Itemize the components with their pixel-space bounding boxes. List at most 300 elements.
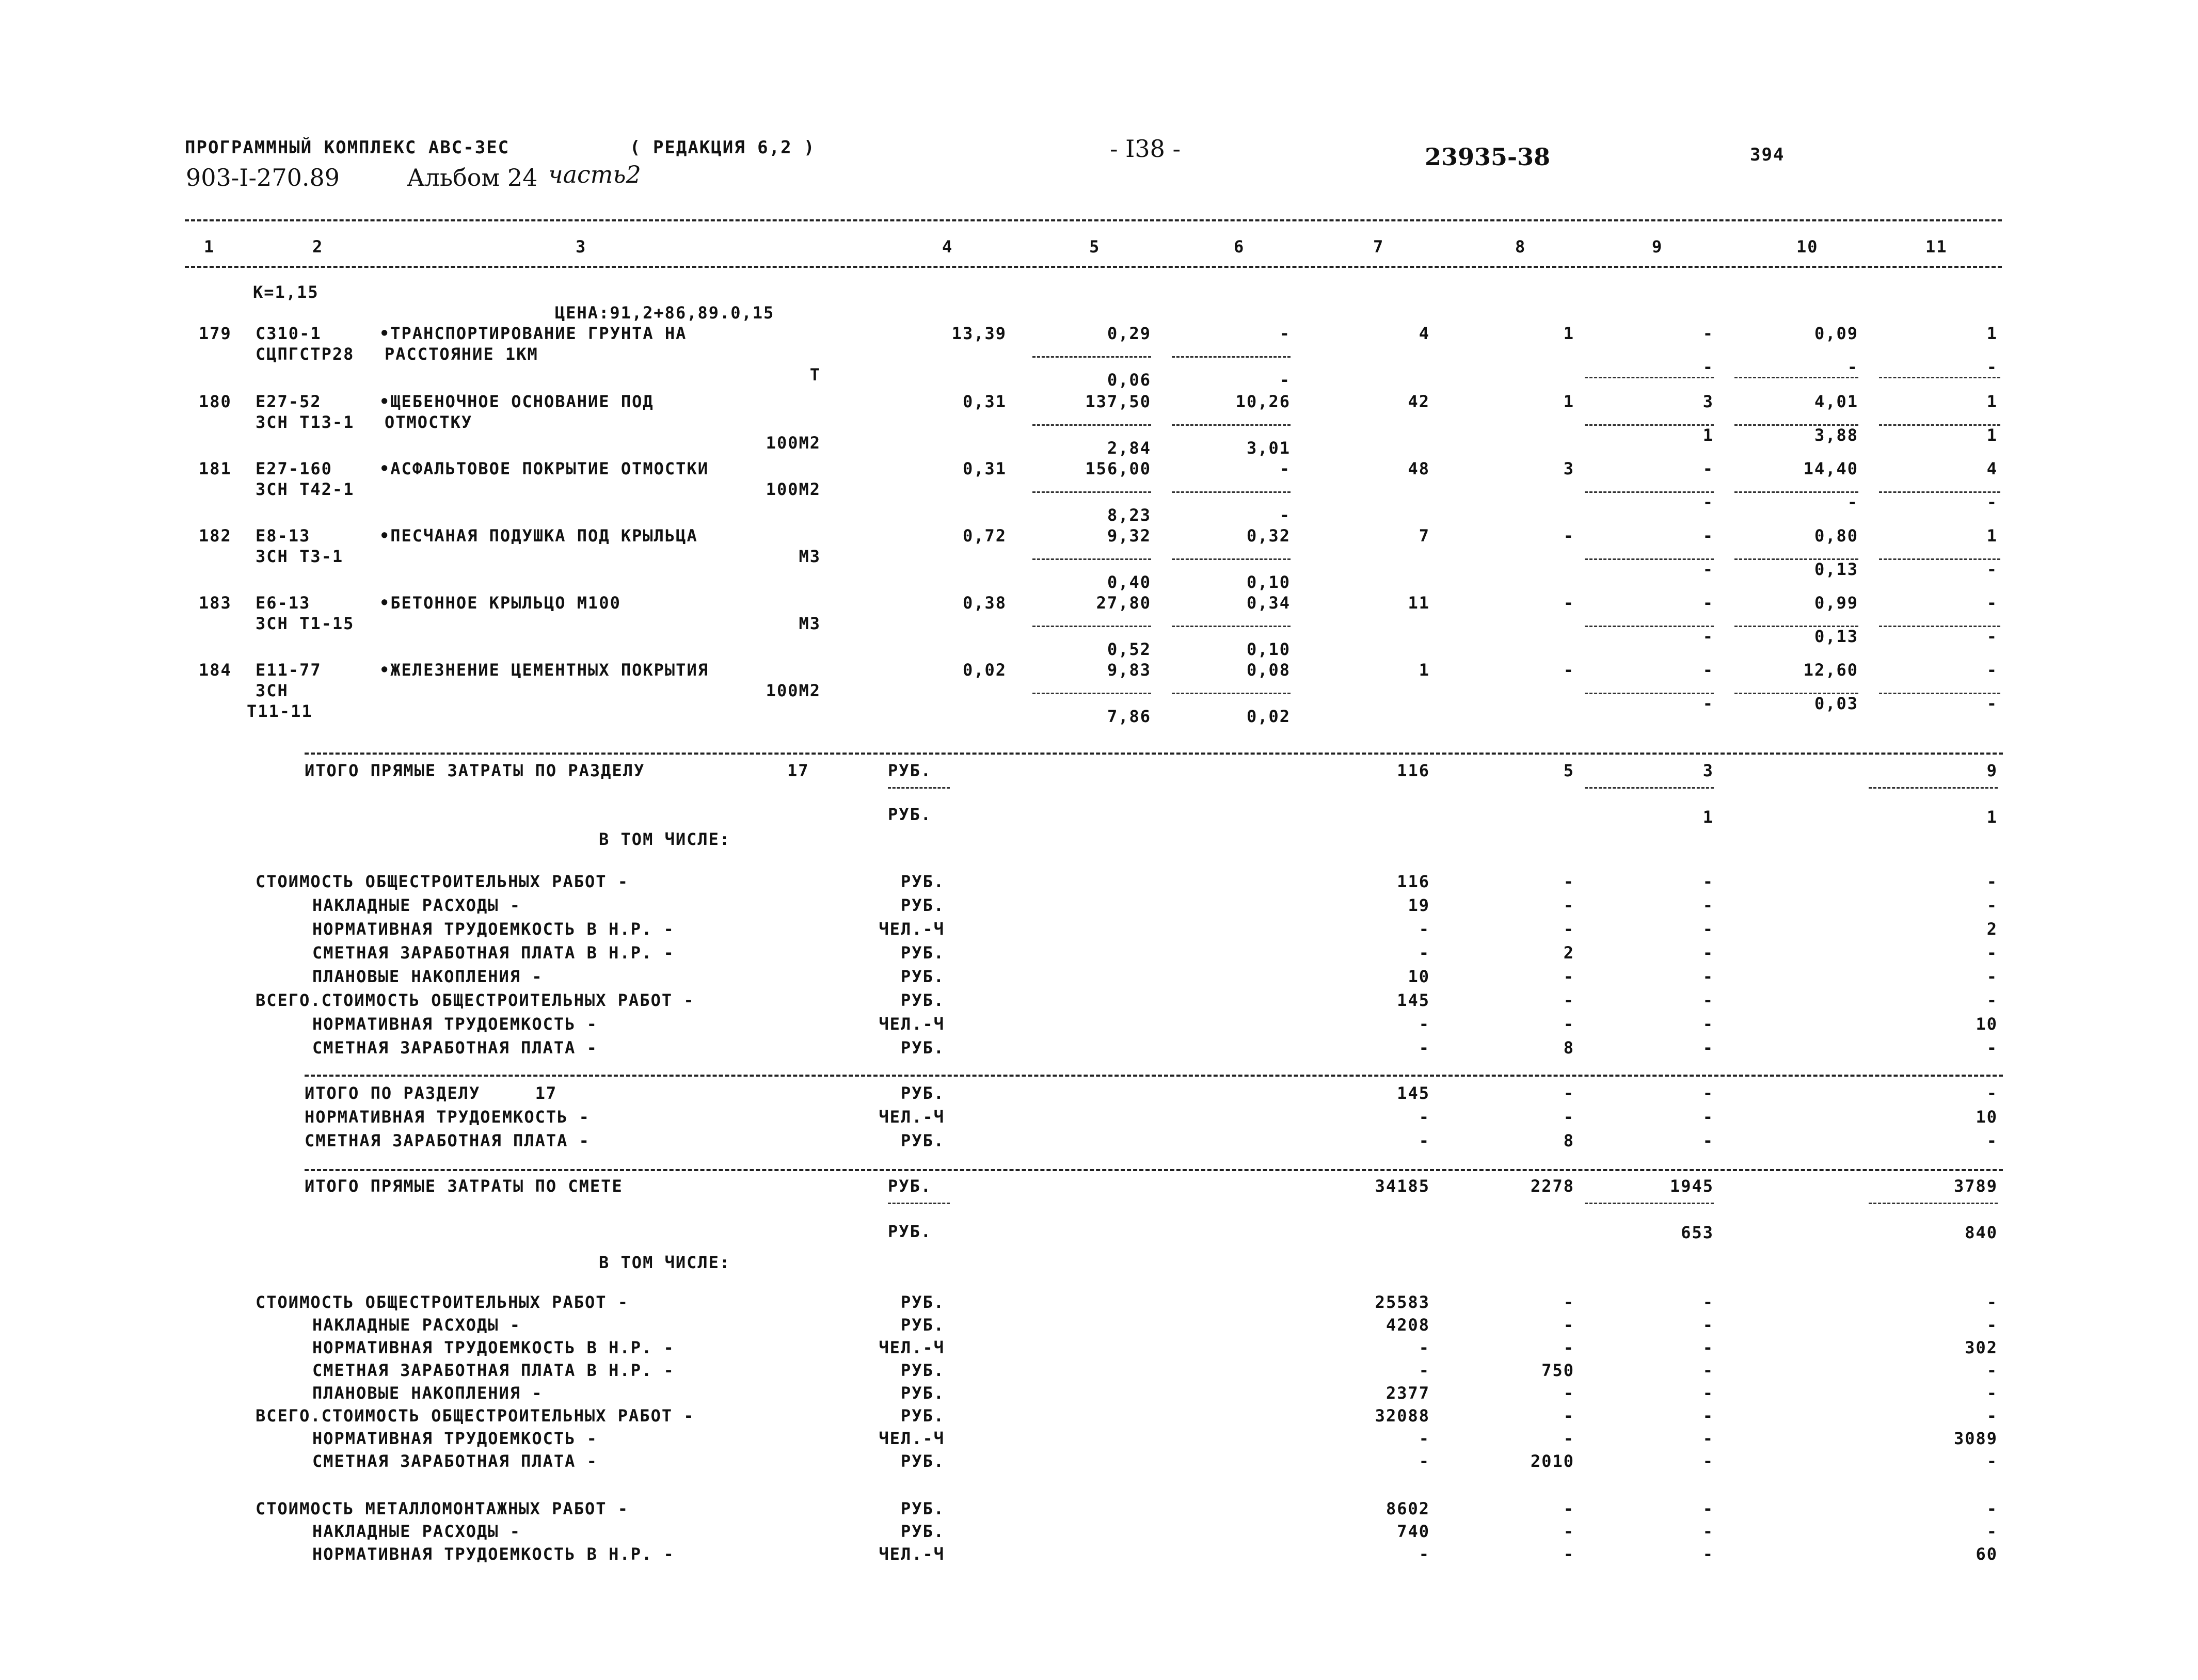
item-unit: М3	[799, 547, 821, 566]
breakdown2-row-cost: 4208	[1385, 1315, 1430, 1335]
item-divider	[1734, 377, 1858, 378]
breakdown1-row-wages: -	[1563, 990, 1574, 1010]
header-rule-bottom	[185, 266, 2002, 268]
item-machine-total: -	[1702, 526, 1714, 546]
estimate-total-labor-machine: 840	[1965, 1223, 1998, 1242]
item-number: 182	[199, 526, 232, 546]
item-code: Е8-13	[256, 526, 311, 546]
item-number: 181	[199, 459, 232, 478]
summary-labor: -	[1986, 1131, 1998, 1150]
item-number: 180	[199, 392, 232, 411]
estimate-total-unit-2: РУБ.	[888, 1222, 932, 1241]
section-total-machine-wages: 1	[1702, 807, 1714, 827]
breakdown2-row-unit: РУБ.	[900, 1315, 945, 1335]
coefficient-note: К=1,15	[253, 282, 319, 302]
item-labor-machine-total: -	[1986, 694, 1998, 713]
header-rule-top	[185, 219, 2002, 221]
breakdown2-row-unit: РУБ.	[900, 1292, 945, 1312]
section-total-machine: 3	[1702, 761, 1714, 780]
item-labor-total: 1	[1986, 324, 1998, 343]
breakdown1-row-labor: 10	[1976, 1014, 1998, 1034]
item-norm-code: ЗСН Т1-15	[256, 614, 355, 633]
item-unit: 100М2	[766, 681, 821, 700]
unit-divider	[888, 787, 950, 789]
column-header-1: 1	[204, 237, 215, 257]
breakdown1-row-labor: -	[1986, 943, 1998, 963]
breakdown2-row-wages: 2010	[1530, 1451, 1574, 1471]
item-labor: 0,99	[1814, 593, 1858, 613]
album-label: Альбом 24	[407, 164, 538, 191]
breakdown2-row-label: НОРМАТИВНАЯ ТРУДОЕМКОСТЬ -	[312, 1429, 598, 1448]
item-unit-cost: 9,32	[1107, 526, 1151, 546]
item-quantity: 0,02	[962, 660, 1007, 680]
item-unit-wages: 7,86	[1107, 707, 1151, 726]
item-divider	[1172, 693, 1291, 694]
summary-label: НОРМАТИВНАЯ ТРУДОЕМКОСТЬ -	[305, 1107, 590, 1127]
item-machine-total: -	[1702, 593, 1714, 613]
item-machine-wages-total: -	[1702, 492, 1714, 512]
labor-divider	[1869, 787, 1998, 789]
breakdown2-row-labor: -	[1986, 1361, 1998, 1380]
breakdown2-row-labor: -	[1986, 1315, 1998, 1335]
breakdown1-row-unit: РУБ.	[900, 895, 945, 915]
breakdown3-row-wages: -	[1563, 1544, 1574, 1564]
breakdown3-row-machine: -	[1702, 1544, 1714, 1564]
item-machine-total: -	[1702, 459, 1714, 478]
breakdown2-row-unit: ЧЕЛ.-Ч	[879, 1338, 945, 1357]
section-number: 17	[787, 761, 809, 780]
breakdown1-row-unit: РУБ.	[900, 1038, 945, 1058]
labor-divider	[1869, 1203, 1998, 1204]
breakdown3-row-machine: -	[1702, 1499, 1714, 1518]
breakdown3-row-labor: -	[1986, 1499, 1998, 1518]
breakdown1-row-machine: -	[1702, 872, 1714, 891]
breakdown1-row-label: ВСЕГО.СТОИМОСТЬ ОБЩЕСТРОИТЕЛЬНЫХ РАБОТ -	[256, 990, 695, 1010]
breakdown2-row-cost: -	[1419, 1361, 1430, 1380]
including-heading: В ТОМ ЧИСЛЕ:	[599, 829, 731, 849]
item-machine-wages-total: -	[1702, 559, 1714, 579]
summary-machine: -	[1702, 1107, 1714, 1127]
item-machine-wages: 0,10	[1246, 572, 1291, 592]
breakdown1-row-label: СМЕТНАЯ ЗАРАБОТНАЯ ПЛАТА -	[312, 1038, 598, 1058]
item-machine-cost: 10,26	[1235, 392, 1291, 411]
breakdown2-row-unit: ЧЕЛ.-Ч	[879, 1429, 945, 1448]
breakdown1-row-wages: 8	[1563, 1038, 1574, 1058]
summary-wages: 8	[1563, 1131, 1574, 1150]
item-labor-machine: 3,88	[1814, 425, 1858, 445]
item-total-cost: 11	[1408, 593, 1430, 613]
sheet-number: 394	[1750, 145, 1785, 165]
item-unit-cost: 156,00	[1085, 459, 1151, 478]
item-name: •БЕТОННОЕ КРЫЛЬЦО М100	[379, 593, 621, 613]
item-norm-code: СЦПГСТР28	[256, 344, 355, 364]
breakdown2-row-cost: 32088	[1375, 1406, 1430, 1426]
breakdown2-row-labor: -	[1986, 1292, 1998, 1312]
item-unit-cost: 0,29	[1107, 324, 1151, 343]
breakdown2-row-wages: -	[1563, 1383, 1574, 1403]
item-divider	[1032, 356, 1151, 358]
summary-labor: 10	[1976, 1107, 1998, 1127]
breakdown1-row-cost: -	[1419, 943, 1430, 963]
item-labor-machine-total: -	[1986, 492, 1998, 512]
breakdown1-row-label: НОРМАТИВНАЯ ТРУДОЕМКОСТЬ -	[312, 1014, 598, 1034]
breakdown2-row-labor: 302	[1965, 1338, 1998, 1357]
breakdown2-row-machine: -	[1702, 1429, 1714, 1448]
item-labor: 0,09	[1814, 324, 1858, 343]
item-machine-cost: 0,32	[1246, 526, 1291, 546]
column-header-8: 8	[1515, 237, 1526, 257]
breakdown1-row-machine: -	[1702, 1038, 1714, 1058]
breakdown1-row-unit: РУБ.	[900, 967, 945, 986]
breakdown3-row-label: НОРМАТИВНАЯ ТРУДОЕМКОСТЬ В Н.Р. -	[312, 1544, 675, 1564]
item-quantity: 0,31	[962, 392, 1007, 411]
section-total-labor-machine: 1	[1986, 807, 1998, 827]
item-wages: -	[1563, 526, 1574, 546]
breakdown2-row-labor: -	[1986, 1451, 1998, 1471]
item-quantity: 13,39	[951, 324, 1007, 343]
item-machine-wages: 0,02	[1246, 707, 1291, 726]
breakdown1-row-labor: -	[1986, 895, 1998, 915]
item-unit: М3	[799, 614, 821, 633]
column-header-6: 6	[1234, 237, 1245, 257]
column-header-2: 2	[312, 237, 324, 257]
estimate-total-labor: 3789	[1953, 1176, 1998, 1196]
item-total-cost: 4	[1419, 324, 1430, 343]
breakdown3-row-cost: -	[1419, 1544, 1430, 1564]
summary-cost: -	[1419, 1107, 1430, 1127]
item-labor: 0,80	[1814, 526, 1858, 546]
program-title: ПРОГРАММНЫЙ КОМПЛЕКС АВС-ЗЕС	[185, 137, 510, 158]
breakdown1-row-label: НАКЛАДНЫЕ РАСХОДЫ -	[312, 895, 521, 915]
column-header-4: 4	[942, 237, 953, 257]
item-divider	[1032, 626, 1151, 627]
price-note: ЦЕНА:91,2+86,89.0,15	[555, 303, 775, 323]
summary-wages: -	[1563, 1083, 1574, 1103]
item-total-cost: 7	[1419, 526, 1430, 546]
item-unit-wages: 0,40	[1107, 572, 1151, 592]
breakdown2-row-labor: 3089	[1953, 1429, 1998, 1448]
summary-unit: ЧЕЛ.-Ч	[879, 1107, 945, 1127]
item-number: 179	[199, 324, 232, 343]
column-header-10: 10	[1796, 237, 1819, 257]
item-total-cost: 1	[1419, 660, 1430, 680]
item-divider	[1172, 356, 1291, 358]
estimate-total-machine-wages: 653	[1681, 1223, 1714, 1242]
item-labor-total: 1	[1986, 526, 1998, 546]
item-name: •АСФАЛЬТОВОЕ ПОКРЫТИЕ ОТМОСТКИ	[379, 459, 709, 478]
estimate-total-machine: 1945	[1669, 1176, 1714, 1196]
item-quantity: 0,38	[962, 593, 1007, 613]
section-total-cost: 116	[1397, 761, 1430, 780]
item-divider	[1172, 558, 1291, 560]
breakdown2-row-label: СМЕТНАЯ ЗАРАБОТНАЯ ПЛАТА -	[312, 1451, 598, 1471]
breakdown2-row-label: НОРМАТИВНАЯ ТРУДОЕМКОСТЬ В Н.Р. -	[312, 1338, 675, 1357]
item-divider	[1585, 377, 1714, 378]
summary-wages: -	[1563, 1107, 1574, 1127]
item-unit-wages: 8,23	[1107, 505, 1151, 525]
breakdown1-row-label: ПЛАНОВЫЕ НАКОПЛЕНИЯ -	[312, 967, 543, 986]
item-code: Е27-52	[256, 392, 322, 411]
breakdown1-row-wages: 2	[1563, 943, 1574, 963]
including-heading-2: В ТОМ ЧИСЛЕ:	[599, 1253, 731, 1272]
breakdown2-row-wages: -	[1563, 1338, 1574, 1357]
summary-unit: РУБ.	[900, 1083, 945, 1103]
breakdown3-row-labor: 60	[1976, 1544, 1998, 1564]
breakdown1-row-wages: -	[1563, 895, 1574, 915]
doc-code: 23935-38	[1425, 143, 1551, 171]
breakdown1-row-unit: РУБ.	[900, 872, 945, 891]
item-name: •ЩЕБЕНОЧНОЕ ОСНОВАНИЕ ПОД	[379, 392, 654, 411]
section-total-wages: 5	[1563, 761, 1574, 780]
item-divider	[1172, 491, 1291, 493]
breakdown1-row-label: НОРМАТИВНАЯ ТРУДОЕМКОСТЬ В Н.Р. -	[312, 919, 675, 939]
breakdown1-row-machine: -	[1702, 919, 1714, 939]
breakdown3-row-cost: 740	[1397, 1522, 1430, 1541]
item-wages: 3	[1563, 459, 1574, 478]
item-norm-code: ЗСН	[256, 681, 289, 700]
summary-cost: -	[1419, 1131, 1430, 1150]
breakdown2-row-machine: -	[1702, 1338, 1714, 1357]
breakdown2-row-machine: -	[1702, 1315, 1714, 1335]
machine-divider	[1585, 1203, 1714, 1204]
section-total-labor: 9	[1986, 761, 1998, 780]
breakdown2-row-machine: -	[1702, 1292, 1714, 1312]
breakdown1-row-unit: РУБ.	[900, 990, 945, 1010]
item-norm-code: ЗСН Т3-1	[256, 547, 344, 566]
item-number: 183	[199, 593, 232, 613]
summary-labor: -	[1986, 1083, 1998, 1103]
item-labor-machine: -	[1847, 492, 1858, 512]
breakdown1-row-label: СМЕТНАЯ ЗАРАБОТНАЯ ПЛАТА В Н.Р. -	[312, 943, 675, 963]
item-quantity: 0,72	[962, 526, 1007, 546]
item-wages: 1	[1563, 392, 1574, 411]
item-divider	[1172, 626, 1291, 627]
breakdown2-row-wages: -	[1563, 1315, 1574, 1335]
breakdown2-row-machine: -	[1702, 1451, 1714, 1471]
item-name-cont: РАССТОЯНИЕ 1КМ	[385, 344, 538, 364]
item-divider	[1032, 558, 1151, 560]
breakdown1-row-cost: -	[1419, 1014, 1430, 1034]
item-machine-wages-total: -	[1702, 694, 1714, 713]
breakdown1-row-wages: -	[1563, 872, 1574, 891]
item-machine-total: -	[1702, 324, 1714, 343]
item-code: Е11-77	[256, 660, 322, 680]
column-header-5: 5	[1089, 237, 1101, 257]
item-machine-cost: -	[1279, 459, 1291, 478]
item-norm-code: ЗСН Т13-1	[256, 412, 355, 432]
item-machine-wages-total: -	[1702, 357, 1714, 377]
item-name: •ТРАНСПОРТИРОВАНИЕ ГРУНТА НА	[379, 324, 687, 343]
item-unit-cost: 137,50	[1085, 392, 1151, 411]
breakdown1-row-labor: -	[1986, 1038, 1998, 1058]
page-number: - I38 -	[1110, 135, 1181, 163]
item-code: Е6-13	[256, 593, 311, 613]
breakdown2-row-cost: -	[1419, 1451, 1430, 1471]
breakdown1-row-cost: 116	[1397, 872, 1430, 891]
breakdown1-row-unit: ЧЕЛ.-Ч	[879, 1014, 945, 1034]
item-machine-cost: -	[1279, 324, 1291, 343]
breakdown2-row-cost: -	[1419, 1338, 1430, 1357]
item-machine-cost: 0,34	[1246, 593, 1291, 613]
item-labor-machine: 0,13	[1814, 559, 1858, 579]
breakdown2-row-unit: РУБ.	[900, 1383, 945, 1403]
item-divider	[1032, 693, 1151, 694]
item-total-cost: 42	[1408, 392, 1430, 411]
summary-unit: РУБ.	[900, 1131, 945, 1150]
breakdown2-row-wages: -	[1563, 1429, 1574, 1448]
breakdown3-row-unit: РУБ.	[900, 1499, 945, 1518]
section-total-unit-2: РУБ.	[888, 805, 932, 824]
breakdown1-row-labor: 2	[1986, 919, 1998, 939]
item-name: •ПЕСЧАНАЯ ПОДУШКА ПОД КРЫЛЬЦА	[379, 526, 698, 546]
breakdown3-row-unit: ЧЕЛ.-Ч	[879, 1544, 945, 1564]
breakdown2-row-labor: -	[1986, 1406, 1998, 1426]
breakdown1-row-machine: -	[1702, 990, 1714, 1010]
item-number: 184	[199, 660, 232, 680]
item-unit-wages: 0,52	[1107, 639, 1151, 659]
breakdown1-row-cost: -	[1419, 1038, 1430, 1058]
item-machine-wages: -	[1279, 505, 1291, 525]
section-total-unit: РУБ.	[888, 761, 932, 780]
item-code: Е27-160	[256, 459, 332, 478]
item-divider	[1032, 491, 1151, 493]
item-name: •ЖЕЛЕЗНЕНИЕ ЦЕМЕНТНЫХ ПОКРЫТИЯ	[379, 660, 709, 680]
breakdown2-row-cost: 2377	[1385, 1383, 1430, 1403]
item-wages: 1	[1563, 324, 1574, 343]
item-labor-machine: 0,03	[1814, 694, 1858, 713]
breakdown1-row-labor: -	[1986, 967, 1998, 986]
estimate-total-cost: 34185	[1375, 1176, 1430, 1196]
breakdown1-row-machine: -	[1702, 943, 1714, 963]
breakdown3-row-wages: -	[1563, 1499, 1574, 1518]
item-unit-cost: 9,83	[1107, 660, 1151, 680]
item-labor-machine-total: -	[1986, 357, 1998, 377]
breakdown2-row-wages: 750	[1541, 1361, 1574, 1380]
item-labor-machine: -	[1847, 357, 1858, 377]
item-divider	[1032, 424, 1151, 426]
breakdown2-row-machine: -	[1702, 1361, 1714, 1380]
item-unit: 100М2	[766, 479, 821, 499]
item-wages: -	[1563, 660, 1574, 680]
column-header-7: 7	[1373, 237, 1384, 257]
breakdown2-row-labor: -	[1986, 1383, 1998, 1403]
item-norm-code: ЗСН Т42-1	[256, 479, 355, 499]
breakdown2-row-label: СМЕТНАЯ ЗАРАБОТНАЯ ПЛАТА В Н.Р. -	[312, 1361, 675, 1380]
breakdown2-row-label: НАКЛАДНЫЕ РАСХОДЫ -	[312, 1315, 521, 1335]
breakdown3-row-label: СТОИМОСТЬ МЕТАЛЛОМОНТАЖНЫХ РАБОТ -	[256, 1499, 629, 1518]
section-rule-3	[305, 1169, 2003, 1171]
item-unit: 100М2	[766, 433, 821, 453]
item-labor-total: 1	[1986, 392, 1998, 411]
breakdown1-row-labor: -	[1986, 990, 1998, 1010]
item-total-cost: 48	[1408, 459, 1430, 478]
section-total-label: ИТОГО ПРЯМЫЕ ЗАТРАТЫ ПО РАЗДЕЛУ	[305, 761, 645, 780]
breakdown3-row-label: НАКЛАДНЫЕ РАСХОДЫ -	[312, 1522, 521, 1541]
edition-label: ( РЕДАКЦИЯ 6,2 )	[630, 137, 816, 158]
breakdown3-row-unit: РУБ.	[900, 1522, 945, 1541]
item-wages: -	[1563, 593, 1574, 613]
item-labor-machine-total: -	[1986, 559, 1998, 579]
project-code: 903-I-270.89	[186, 164, 340, 191]
breakdown1-row-machine: -	[1702, 967, 1714, 986]
breakdown1-row-cost: 10	[1408, 967, 1430, 986]
summary-machine: -	[1702, 1083, 1714, 1103]
breakdown3-row-wages: -	[1563, 1522, 1574, 1541]
item-machine-wages: -	[1279, 370, 1291, 390]
item-labor-machine: 0,13	[1814, 627, 1858, 646]
item-labor-total: 4	[1986, 459, 1998, 478]
item-machine-total: 3	[1702, 392, 1714, 411]
section-rule-2	[305, 1075, 2003, 1077]
item-code: С310-1	[256, 324, 322, 343]
summary-cost: 145	[1397, 1083, 1430, 1103]
item-labor-total: -	[1986, 593, 1998, 613]
column-header-9: 9	[1652, 237, 1663, 257]
breakdown2-row-machine: -	[1702, 1406, 1714, 1426]
item-quantity: 0,31	[962, 459, 1007, 478]
item-machine-cost: 0,08	[1246, 660, 1291, 680]
summary-label: ИТОГО ПО РАЗДЕЛУ 17	[305, 1083, 558, 1103]
item-labor-machine-total: -	[1986, 627, 1998, 646]
breakdown1-row-label: СТОИМОСТЬ ОБЩЕСТРОИТЕЛЬНЫХ РАБОТ -	[256, 872, 629, 891]
part-label: часть2	[548, 161, 641, 188]
item-machine-wages-total: 1	[1702, 425, 1714, 445]
breakdown3-row-labor: -	[1986, 1522, 1998, 1541]
item-labor: 12,60	[1803, 660, 1858, 680]
breakdown1-row-wages: -	[1563, 919, 1574, 939]
estimate-total-wages: 2278	[1530, 1176, 1574, 1196]
breakdown2-row-machine: -	[1702, 1383, 1714, 1403]
item-labor-total: -	[1986, 660, 1998, 680]
breakdown2-row-cost: -	[1419, 1429, 1430, 1448]
unit-divider	[888, 1203, 950, 1204]
breakdown3-row-cost: 8602	[1385, 1499, 1430, 1518]
breakdown2-row-wages: -	[1563, 1292, 1574, 1312]
summary-label: СМЕТНАЯ ЗАРАБОТНАЯ ПЛАТА -	[305, 1131, 590, 1150]
column-header-11: 11	[1925, 237, 1948, 257]
item-labor-machine-total: 1	[1986, 425, 1998, 445]
breakdown1-row-wages: -	[1563, 1014, 1574, 1034]
summary-machine: -	[1702, 1131, 1714, 1150]
breakdown2-row-unit: РУБ.	[900, 1406, 945, 1426]
breakdown1-row-labor: -	[1986, 872, 1998, 891]
breakdown2-row-label: ПЛАНОВЫЕ НАКОПЛЕНИЯ -	[312, 1383, 543, 1403]
item-machine-wages: 3,01	[1246, 438, 1291, 458]
item-labor: 4,01	[1814, 392, 1858, 411]
estimate-total-label: ИТОГО ПРЯМЫЕ ЗАТРАТЫ ПО СМЕТЕ	[305, 1176, 623, 1196]
breakdown1-row-cost: 19	[1408, 895, 1430, 915]
breakdown1-row-cost: 145	[1397, 990, 1430, 1010]
breakdown1-row-machine: -	[1702, 1014, 1714, 1034]
item-name-cont: ОТМОСТКУ	[385, 412, 473, 432]
machine-divider	[1585, 787, 1714, 789]
breakdown1-row-machine: -	[1702, 895, 1714, 915]
breakdown1-row-wages: -	[1563, 967, 1574, 986]
column-header-3: 3	[576, 237, 587, 257]
breakdown1-row-cost: -	[1419, 919, 1430, 939]
breakdown2-row-unit: РУБ.	[900, 1361, 945, 1380]
item-machine-total: -	[1702, 660, 1714, 680]
breakdown2-row-label: ВСЕГО.СТОИМОСТЬ ОБЩЕСТРОИТЕЛЬНЫХ РАБОТ -	[256, 1406, 695, 1426]
item-unit: Т	[809, 365, 821, 385]
item-divider	[1879, 377, 2000, 378]
estimate-total-unit: РУБ.	[888, 1176, 932, 1196]
breakdown2-row-label: СТОИМОСТЬ ОБЩЕСТРОИТЕЛЬНЫХ РАБОТ -	[256, 1292, 629, 1312]
breakdown2-row-wages: -	[1563, 1406, 1574, 1426]
item-machine-wages: 0,10	[1246, 639, 1291, 659]
breakdown2-row-cost: 25583	[1375, 1292, 1430, 1312]
item-labor: 14,40	[1803, 459, 1858, 478]
